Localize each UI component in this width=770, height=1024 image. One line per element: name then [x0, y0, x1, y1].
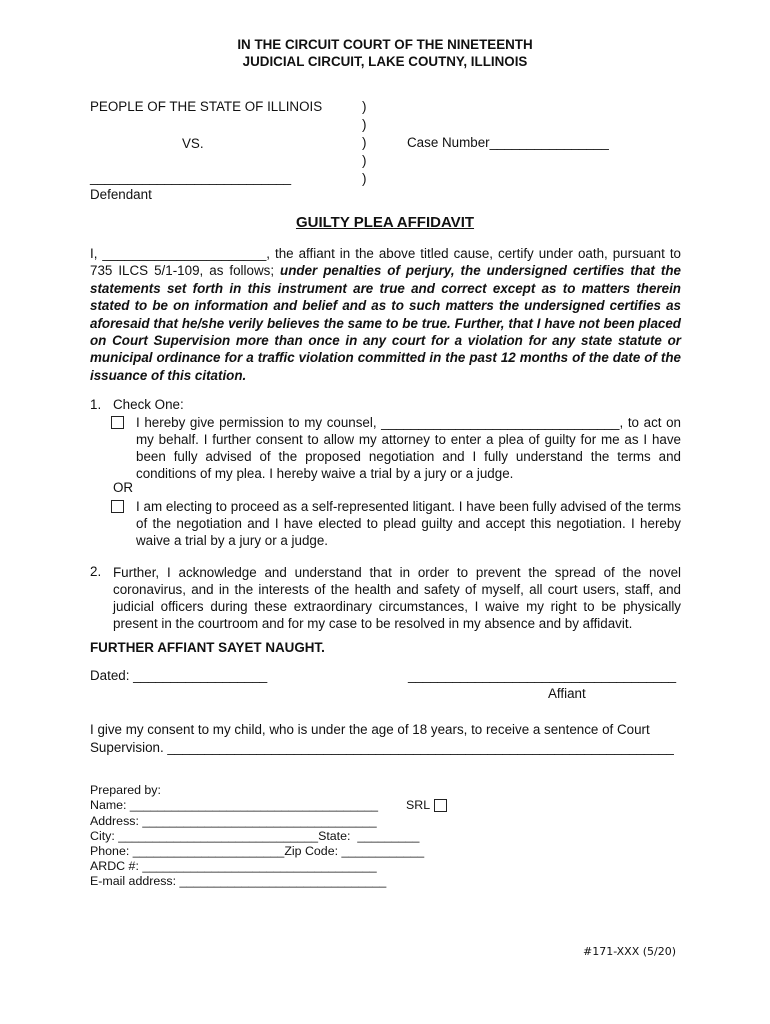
option-self-represented-checkbox[interactable] — [111, 500, 124, 513]
caption-paren: ) — [362, 99, 367, 114]
intro-plain-text: I, ______________________, the affiant in the above titled cause, certify under oath, pursuant to 735 ILCS 5/1-109, as follows; — [90, 246, 681, 279]
option-counsel-checkbox[interactable] — [111, 416, 124, 429]
section2-number: 2. — [90, 564, 102, 579]
intro-paragraph — [90, 245, 681, 384]
caption-paren: ) — [362, 153, 367, 168]
option-self-represented-text: I am electing to proceed as a self-represented litigant. I have been fully advised of the terms of the negotiation and I have elected to plead guilty and accept this negotiation. I hereby waive a trial by a jury or a judge. — [136, 499, 681, 548]
prepared-ardc-field[interactable]: ARDC #: __________________________________ — [90, 859, 377, 873]
prepared-email-field[interactable]: E-mail address: ______________________________ — [90, 874, 387, 888]
section1-number: 1. — [90, 397, 102, 412]
caption-paren: ) — [362, 117, 367, 132]
defendant-label: Defendant — [90, 187, 152, 202]
srl-checkbox[interactable] — [434, 799, 447, 812]
prepared-address-field[interactable]: Address: __________________________________ — [90, 814, 377, 828]
intro-emphasis-text: under penalties of perjury, the undersigned certifies that the statements set forth in this instrument are true and correct except as to matters therein stated to be on information and belief and as to such matters the undersigned certifies as aforesaid that he/she verily believes the same to be true. Further, that I have not been placed on Court Supervision more than once in any court for a violation for any state statute or municipal ordinance for a traffic violation committed in the past 12 months of the date of the issuance of this citation. — [90, 263, 681, 383]
affiant-label: Affiant — [548, 686, 586, 701]
court-heading-line2: JUDICIAL CIRCUIT, LAKE COUTNY, ILLINOIS — [242, 54, 528, 69]
section1-label: Check One: — [113, 397, 184, 412]
caption-paren: ) — [362, 135, 367, 150]
prepared-by-label: Prepared by: — [90, 783, 161, 797]
form-number: #171-XXX (5/20) — [583, 945, 677, 958]
document-title: GUILTY PLEA AFFIDAVIT — [295, 214, 475, 231]
affiant-signature-line[interactable]: ____________________________________ — [408, 668, 677, 683]
prepared-name-field[interactable]: Name: ____________________________________ — [90, 798, 379, 812]
court-heading-line1: IN THE CIRCUIT COURT OF THE NINETEENTH — [237, 37, 533, 52]
or-label: OR — [113, 480, 134, 495]
case-number-field[interactable]: Case Number________________ — [407, 135, 609, 150]
versus-label: VS. — [182, 136, 204, 151]
srl-label: SRL — [406, 798, 431, 812]
further-affiant-statement: FURTHER AFFIANT SAYET NAUGHT. — [90, 640, 325, 655]
section2-text: Further, I acknowledge and understand that in order to prevent the spread of the novel coronavirus, and in the interests of the health and safety of myself, all court users, staff, and judicial officers during these extraordinary circumstances, I waive my right to be physically present in the courtroom and for my case to be resolved in my absence and by affidavit. — [113, 565, 681, 631]
prepared-city-state-field[interactable]: City: _____________________________State: _________ — [90, 829, 420, 843]
defendant-line: ___________________________ — [90, 170, 292, 185]
plaintiff-name: PEOPLE OF THE STATE OF ILLINOIS — [90, 99, 323, 114]
option-counsel-text: I hereby give permission to my counsel, ________________________________, to act on my behalf. I further consent to allow my attorney to enter a plea of guilty for me as I have been fully advised of the proposed negotiation and I fully understand the terms and conditions of my plea. I hereby waive a trial by a jury or a judge. — [136, 415, 681, 481]
prepared-phone-zip-field[interactable]: Phone: ______________________Zip Code: ____________ — [90, 844, 425, 858]
dated-field[interactable]: Dated: __________________ — [90, 668, 268, 683]
caption-paren: ) — [362, 171, 367, 186]
child-consent-line1: I give my consent to my child, who is under the age of 18 years, to receive a sentence of Court — [90, 722, 650, 737]
child-consent-line2[interactable]: Supervision. ____________________________________________________________________ — [90, 740, 674, 755]
